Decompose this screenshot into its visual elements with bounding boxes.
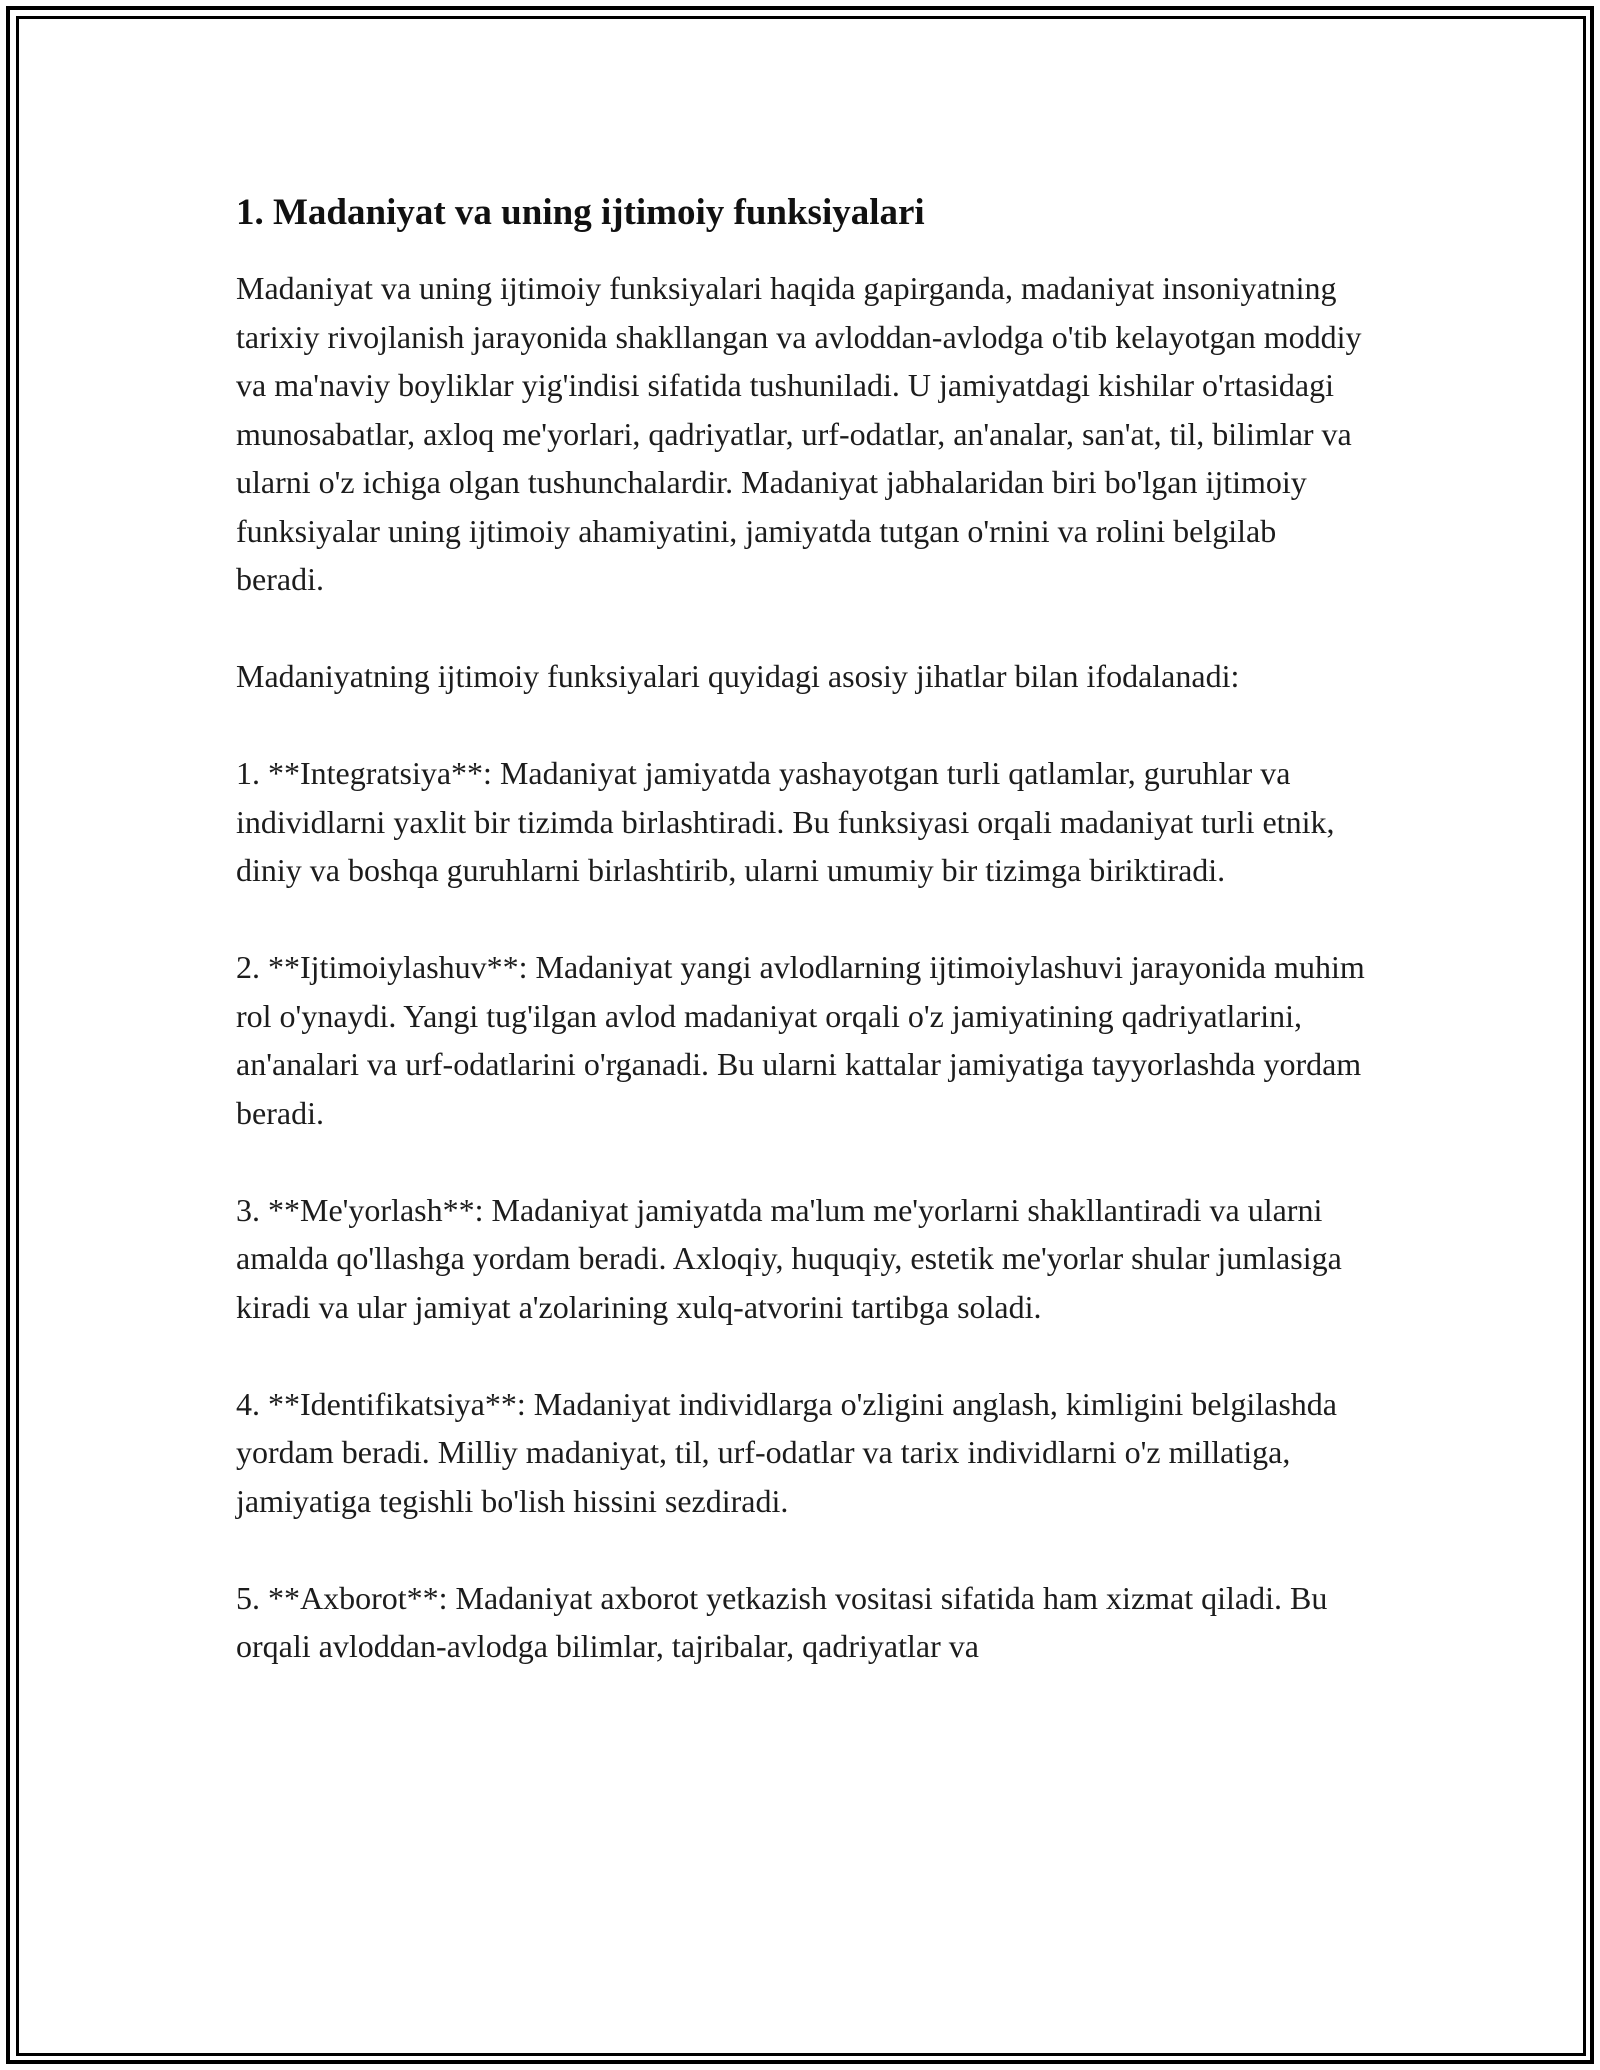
paragraph-spacer bbox=[236, 604, 1366, 653]
list-item-normative: 3. **Me'yorlash**: Madaniyat jamiyatda ma'lum me'yorlarni shakllantiradi va ularni amalda qo'llashga yordam beradi. Axloqiy, huquqiy, estetik me'yorlar shular jumlasiga kiradi va ular jamiyat a'zolarining xulq-atvorini tartibga soladi. bbox=[236, 1191, 1342, 1325]
paragraph-spacer bbox=[236, 1525, 1366, 1574]
section-heading: 1. Madaniyat va uning ijtimoiy funksiyalari bbox=[236, 192, 925, 233]
document-body bbox=[236, 188, 1366, 1671]
functions-lead-paragraph: Madaniyatning ijtimoiy funksiyalari quyidagi asosiy jihatlar bilan ifodalanadi: bbox=[236, 658, 1240, 694]
paragraph-spacer bbox=[236, 701, 1366, 750]
paragraph-spacer bbox=[236, 1137, 1366, 1186]
paragraph-spacer bbox=[236, 1331, 1366, 1380]
list-item-integration: 1. **Integratsiya**: Madaniyat jamiyatda yashayotgan turli qatlamlar, guruhlar va individlarni yaxlit bir tizimda birlashtiradi. Bu funksiyasi orqali madaniyat turli etnik, diniy va boshqa guruhlarni birlashtirib, ularni umumiy bir tizimga biriktiradi. bbox=[236, 755, 1335, 888]
list-item-identification: 4. **Identifikatsiya**: Madaniyat individlarga o'zligini anglash, kimligini belgilashda yordam beradi. Milliy madaniyat, til, urf-odatlar va tarix individlarni o'z millatiga, jamiyatiga tegishli bo'lish hissini sezdiradi. bbox=[236, 1385, 1337, 1519]
paragraph-spacer bbox=[236, 895, 1366, 944]
intro-paragraph: Madaniyat va uning ijtimoiy funksiyalari haqida gapirganda, madaniyat insoniyatning tarixiy rivojlanish jarayonida shakllangan va avloddan-avlodga o'tib kelayotgan moddiy va ma'naviy boyliklar yig'indisi sifatida tushuniladi. U jamiyatdagi kishilar o'rtasidagi munosabatlar, axloq me'yorlari, qadriyatlar, urf-odatlar, an'analar, san'at, til, bilimlar va ularni o'z ichiga olgan tushunchalardir. Madaniyat jabhalaridan biri bo'lgan ijtimoiy funksiyalar uning ijtimoiy ahamiyatini, jamiyatda tutgan o'rnini va rolini belgilab beradi. bbox=[236, 270, 1362, 597]
list-item-socialization: 2. **Ijtimoiylashuv**: Madaniyat yangi avlodlarning ijtimoiylashuvi jarayonida muhim rol o'ynaydi. Yangi tug'ilgan avlod madaniyat orqali o'z jamiyatining qadriyatlarini, an'analari va urf-odatlarini o'rganadi. Bu ularni kattalar jamiyatiga tayyorlashda yordam beradi. bbox=[236, 949, 1365, 1131]
list-item-information: 5. **Axborot**: Madaniyat axborot yetkazish vositasi sifatida ham xizmat qiladi. Bu orqali avloddan-avlodga bilimlar, tajribalar, qadriyatlar va bbox=[236, 1579, 1328, 1664]
